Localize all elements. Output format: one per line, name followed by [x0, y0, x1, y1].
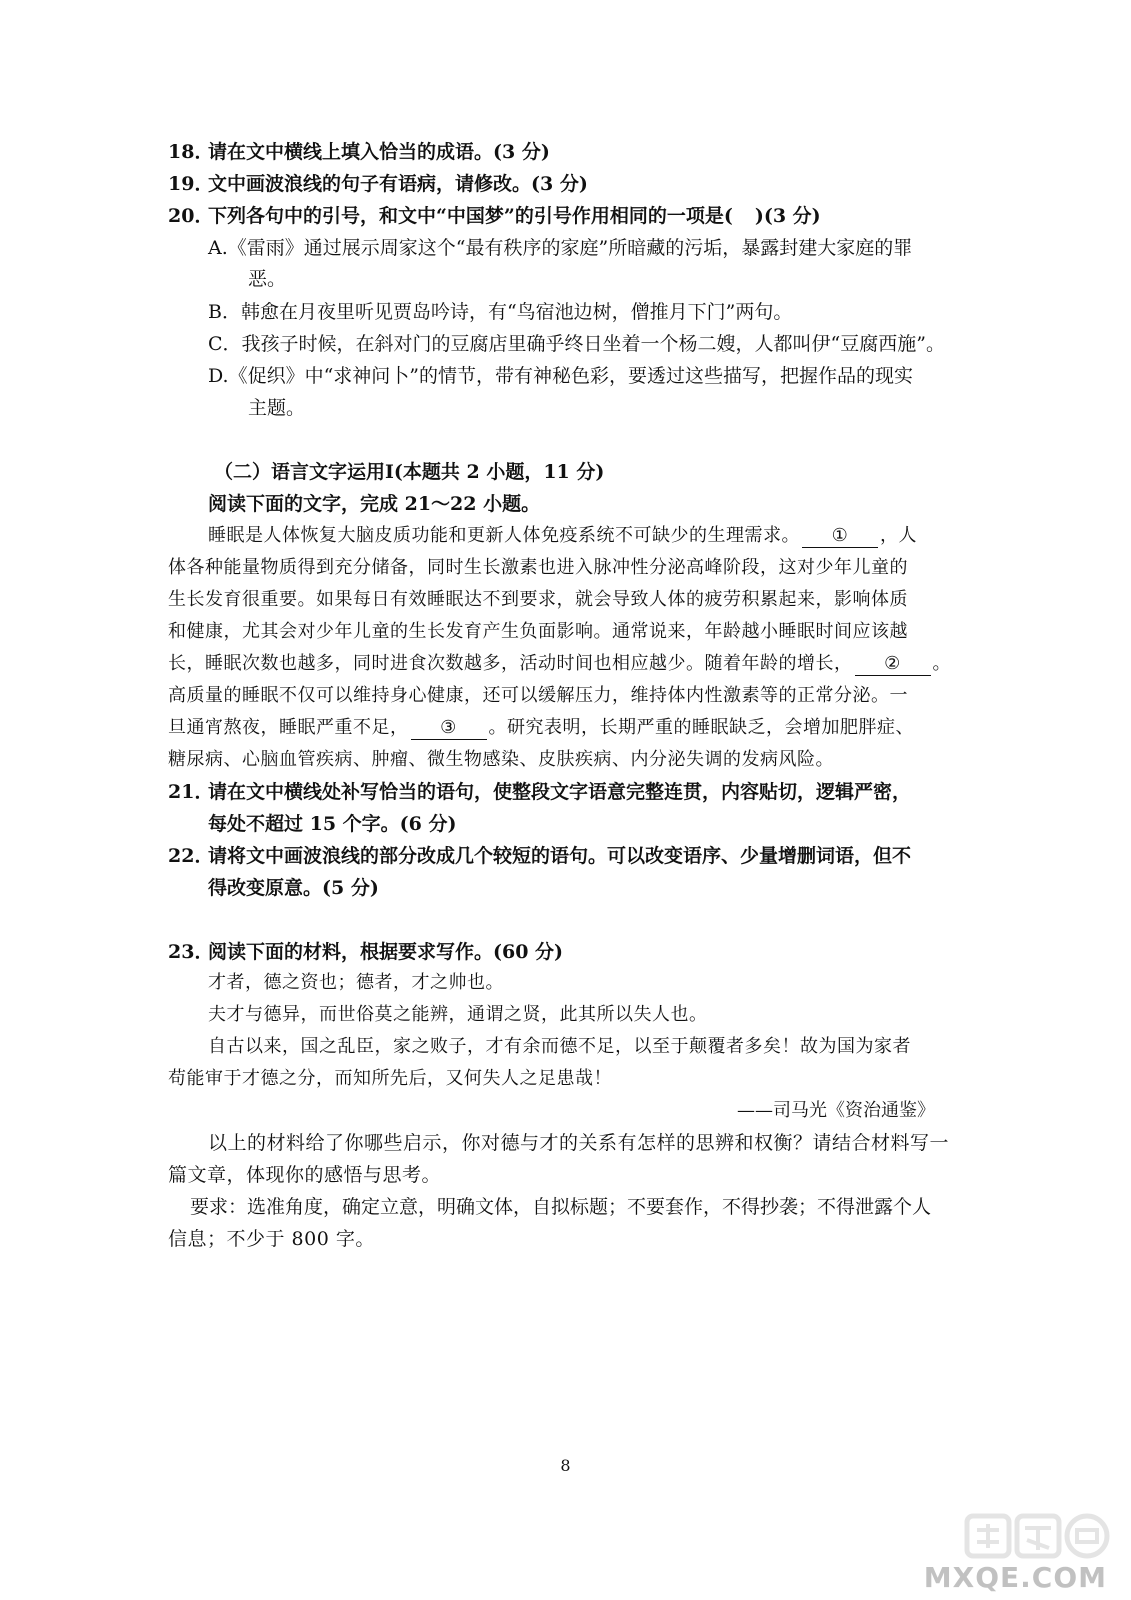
question-23 — [168, 939, 563, 965]
watermark-text: MXQE.COM — [923, 1561, 1107, 1594]
question-score: )(3 分) — [754, 205, 821, 227]
answer-blank-2: ② — [855, 653, 931, 676]
question-text: 请在文中横线处补写恰当的语句，使整段文字语意完整连贯，内容贴切，逻辑严密， — [208, 781, 912, 803]
question-text: 文中画波浪线的句子有语病，请修改。(3 分) — [208, 173, 588, 195]
question-text: 请在文中横线上填入恰当的成语。(3 分) — [208, 141, 550, 163]
passage-text: 。研究表明，长期严重的睡眠缺乏，会增加肥胖症、 — [488, 717, 914, 738]
passage-text: 睡眠是人体恢复大脑皮质功能和更新人体免疫系统不可缺少的生理需求。 — [208, 525, 800, 546]
question-21 — [168, 779, 911, 805]
question-number: 22． — [168, 845, 214, 867]
question-number: 21． — [168, 781, 214, 803]
writing-prompt: 以上的材料给了你哪些启示，你对德与才的关系有怎样的思辨和权衡？请结合材料写一 — [208, 1132, 950, 1154]
passage-line: 高质量的睡眠不仅可以维持身心健康，还可以缓解压力，维持体内性激素等的正常分泌。一 — [168, 685, 908, 706]
question-22 — [168, 843, 911, 869]
option-a-continued: 恶。 — [248, 268, 287, 290]
writing-requirements: 信息；不少于 800 字。 — [168, 1228, 375, 1250]
question-21-continued: 每处不超过 15 个字。(6 分) — [208, 813, 457, 835]
material-line: 才者，德之资也；德者，才之帅也。 — [208, 972, 504, 993]
option-c: C．我孩子时候，在斜对门的豆腐店里确乎终日坐着一个杨二嫂，人都叫伊“豆腐西施”。 — [208, 333, 945, 355]
question-number: 23． — [168, 941, 214, 963]
passage-line: 糖尿病、心脑血管疾病、肿瘤、微生物感染、皮肤疾病、内分泌失调的发病风险。 — [168, 749, 834, 770]
passage-line — [168, 715, 914, 741]
passage-line: 和健康，尤其会对少年儿童的生长发育产生负面影响。通常说来，年龄越小睡眠时间应该越 — [168, 621, 908, 642]
passage-text: 。 — [932, 653, 951, 674]
question-20 — [168, 203, 821, 229]
passage-line: 体各种能量物质得到充分储备，同时生长激素也进入脉冲性分泌高峰阶段，这对少年儿童的 — [168, 557, 908, 578]
question-19 — [168, 171, 588, 197]
passage-line: 生长发育很重要。如果每日有效睡眠达不到要求，就会导致人体的疲劳积累起来，影响体质 — [168, 589, 908, 610]
section-title: （二）语言文字运用Ⅰ(本题共 2 小题，11 分) — [214, 461, 605, 483]
question-text: 请将文中画波浪线的部分改成几个较短的语句。可以改变语序、少量增删词语，但不 — [208, 845, 912, 867]
writing-prompt: 篇文章，体现你的感悟与思考。 — [168, 1164, 442, 1186]
writing-requirements: 要求：选准角度，确定立意，明确文体，自拟标题；不要套作，不得抄袭；不得泄露个人 — [190, 1196, 932, 1218]
question-22-continued: 得改变原意。(5 分) — [208, 877, 379, 899]
option-d-continued: 主题。 — [248, 397, 306, 419]
page-number: 8 — [560, 1456, 571, 1475]
answer-blank-1: ① — [802, 525, 878, 548]
option-b: B．韩愈在月夜里听见贾岛吟诗，有“鸟宿池边树，僧推月下门”两句。 — [208, 301, 793, 323]
material-line: 苟能审于才德之分，而知所先后，又何失人之足患哉！ — [168, 1068, 612, 1089]
material-line: 夫才与德异，而世俗莫之能辨，通谓之贤，此其所以失人也。 — [208, 1004, 708, 1025]
question-number: 19． — [168, 173, 214, 195]
option-a: A.《雷雨》通过展示周家这个“最有秩序的家庭”所暗藏的污垢，暴露封建大家庭的罪 — [208, 237, 913, 259]
section-instruction: 阅读下面的文字，完成 21～22 小题。 — [208, 493, 541, 515]
question-number: 20． — [168, 205, 214, 227]
passage-line — [168, 651, 951, 677]
option-d: D.《促织》中“求神问卜”的情节，带有神秘色彩，要透过这些描写，把握作品的现实 — [208, 365, 914, 387]
question-text: 阅读下面的材料，根据要求写作。(60 分) — [208, 941, 564, 963]
question-18 — [168, 139, 550, 165]
question-text: 下列各句中的引号，和文中“中国梦”的引号作用相同的一项是( — [208, 205, 733, 227]
passage-text: ，人 — [880, 525, 917, 546]
passage-text: 长，睡眠次数也越多，同时进食次数越多，活动时间也相应越少。随着年龄的增长， — [168, 653, 853, 674]
answer-blank-3: ③ — [411, 717, 487, 740]
material-attribution: ——司马光《资治通鉴》 — [737, 1100, 935, 1121]
question-number: 18． — [168, 141, 214, 163]
material-line: 自古以来，国之乱臣，家之败子，才有余而德不足，以至于颠覆者多矣！故为国为家者 — [208, 1036, 911, 1057]
passage-text: 旦通宵熬夜，睡眠严重不足， — [168, 717, 409, 738]
passage-line — [208, 523, 917, 549]
